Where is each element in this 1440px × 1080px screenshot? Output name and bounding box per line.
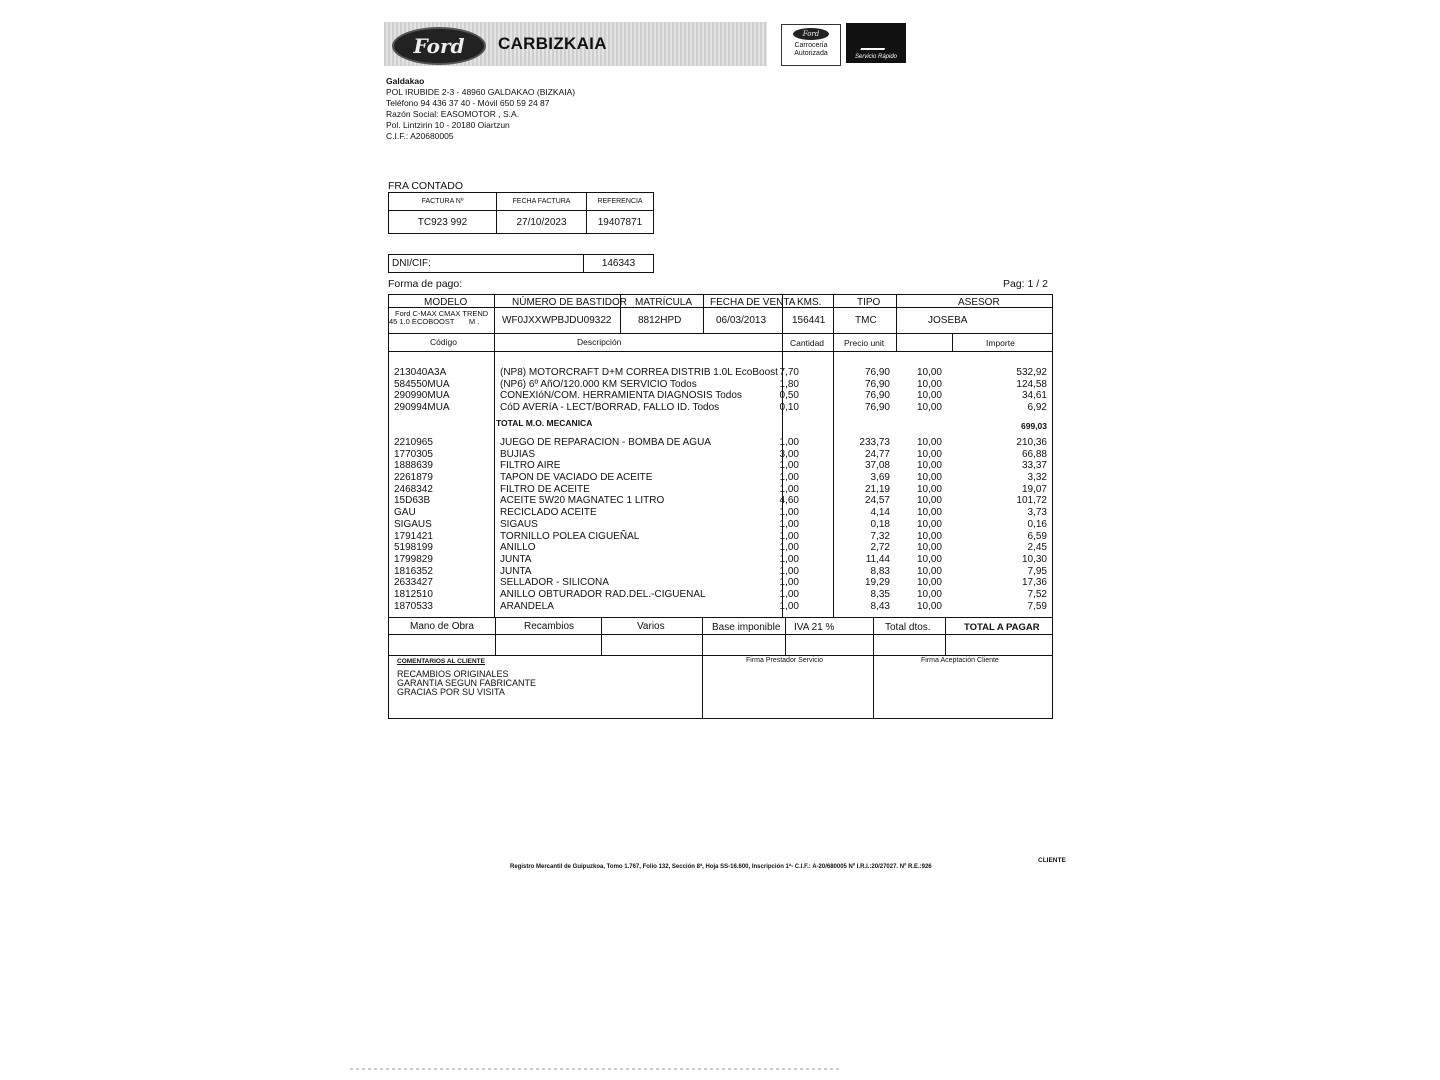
cell-amount: 0,16: [1027, 518, 1047, 530]
cell-code: 1870533: [394, 600, 433, 612]
invoice-box: FACTURA Nº FECHA FACTURA REFERENCIA TC923 992 27/10/2023 19407871: [388, 192, 654, 234]
table-row: [394, 554, 1048, 566]
table-row: [394, 402, 1048, 414]
scan-artifact: [350, 1068, 840, 1070]
dni-box: DNI/CIF: 146343: [388, 254, 654, 273]
cell-amount: 7,52: [1027, 588, 1047, 600]
cell-desc: JUNTA: [500, 553, 532, 565]
invoice-date: 27/10/2023: [497, 211, 587, 234]
table-row: [394, 542, 1048, 554]
cell-pct: 10,00: [916, 483, 942, 495]
table-row: [394, 589, 1048, 601]
cell-desc: BUJIAS: [500, 448, 536, 460]
ford-logo: Ford: [392, 27, 486, 65]
registry-text: Registro Mercantil de Guipuzkoa, Tomo 1.767, Folio 132, Sección 8ª, Hoja SS-16.600, Inscripción 1ª- C.I.F.: A-20/680005 Nº I.R.I.:20/27027. Nº R.E.:926: [510, 864, 932, 870]
cell-desc: (NP8) MOTORCRAFT D+M CORREA DISTRIB 1.0L EcoBoost: [500, 367, 778, 378]
labor-total-amount: 699,03: [1021, 421, 1047, 431]
table-row: [394, 531, 1048, 543]
cell-desc: (NP6) 6º AñO/120.000 KM SERVICIO Todos: [500, 378, 697, 390]
cell-amount: 33,37: [1021, 460, 1047, 472]
cell-pct: 10,00: [916, 588, 942, 600]
firma-prestador: Firma Prestador Servicio: [746, 657, 824, 664]
cell-pct: 10,00: [916, 495, 942, 507]
cell-pct: 10,00: [916, 472, 942, 484]
cell-amount: 3,32: [1027, 472, 1047, 484]
cell-price: 76,90: [864, 390, 890, 402]
cell-code: 1888639: [394, 460, 433, 472]
cell-amount: 124,58: [1016, 378, 1047, 390]
cell-pct: 10,00: [916, 542, 942, 554]
cell-qty: 1,00: [779, 460, 799, 472]
cell-price: 21,19: [864, 483, 890, 495]
labor-total-label: TOTAL M.O. MECANICA: [496, 418, 593, 428]
forma-pago-label: Forma de pago:: [388, 278, 463, 290]
cell-pct: 10,00: [916, 448, 942, 460]
cell-price: 233,73: [859, 437, 890, 448]
cell-price: 24,77: [864, 448, 890, 460]
cell-pct: 10,00: [916, 460, 942, 472]
cell-code: 2468342: [394, 483, 433, 495]
cell-price: 0,18: [870, 518, 890, 530]
cell-amount: 210,36: [1016, 437, 1047, 448]
table-row: [394, 379, 1048, 391]
table-row: [394, 460, 1048, 472]
labor-items: [394, 367, 1048, 414]
cell-code: SIGAUS: [394, 518, 432, 530]
cell-amount: 532,92: [1016, 367, 1047, 378]
cell-amount: 7,95: [1027, 565, 1047, 577]
cell-desc: JUNTA: [500, 565, 532, 577]
cell-qty: 1,00: [779, 600, 799, 612]
cell-code: 15D63B: [394, 495, 431, 507]
cell-price: 19,29: [864, 577, 890, 589]
cell-qty: 1,00: [779, 588, 799, 600]
brand-name: CARBIZKAIA: [498, 34, 607, 53]
table-row: [394, 449, 1048, 461]
cell-desc: ARANDELA: [500, 600, 554, 612]
cell-desc: ANILLO: [500, 542, 536, 554]
table-row: [394, 577, 1048, 589]
asesor: JOSEBA: [928, 315, 968, 326]
cell-code: GAU: [394, 507, 416, 519]
cell-amount: 7,59: [1027, 600, 1047, 612]
cell-desc: CONEXIóN/COM. HERRAMIENTA DIAGNOSIS Todos: [500, 390, 742, 402]
cell-pct: 10,00: [916, 600, 942, 612]
cell-code: 2210965: [394, 437, 433, 448]
cell-code: 290990MUA: [394, 390, 450, 402]
cell-desc: FILTRO DE ACEITE: [500, 483, 590, 495]
cell-code: 1770305: [394, 448, 433, 460]
cell-pct: 10,00: [916, 378, 942, 390]
cell-pct: 10,00: [916, 565, 942, 577]
cell-desc: ANILLO OBTURADOR RAD.DEL.-CIGUENAL: [500, 588, 706, 600]
cell-price: 8,35: [870, 588, 890, 600]
cell-amount: 10,30: [1021, 553, 1047, 565]
cell-qty: 1,00: [779, 553, 799, 565]
table-row: [394, 367, 1048, 379]
kms: 156441: [792, 315, 826, 326]
cell-price: 2,72: [870, 542, 890, 554]
cell-price: 7,32: [870, 530, 890, 542]
cell-amount: 2,45: [1027, 542, 1047, 554]
cell-price: 8,83: [870, 565, 890, 577]
cell-qty: 0,10: [779, 402, 799, 414]
cell-amount: 34,61: [1021, 390, 1047, 402]
cell-desc: FILTRO AIRE: [500, 460, 561, 472]
cell-amount: 17,36: [1021, 577, 1047, 589]
cell-code: 1816352: [394, 565, 433, 577]
cell-pct: 10,00: [916, 437, 942, 448]
invoice-number: TC923 992: [389, 211, 497, 234]
cell-qty: 1,00: [779, 530, 799, 542]
cell-price: 37,08: [864, 460, 890, 472]
cell-amount: 6,59: [1027, 530, 1047, 542]
cell-desc: JUEGO DE REPARACION - BOMBA DE AGUA: [500, 437, 711, 448]
cell-code: 290994MUA: [394, 402, 450, 414]
cell-pct: 10,00: [916, 402, 942, 414]
plate: 8812HPD: [638, 315, 682, 326]
table-row: [394, 472, 1048, 484]
cell-price: 8,43: [870, 600, 890, 612]
table-row: [394, 507, 1048, 519]
cell-qty: 4,60: [779, 495, 799, 507]
cell-pct: 10,00: [916, 553, 942, 565]
cell-price: 4,14: [870, 507, 890, 519]
table-row: [394, 566, 1048, 578]
cell-desc: CóD AVERíA - LECT/BORRAD, FALLO ID. Todos: [500, 402, 720, 414]
part-items: [394, 437, 1048, 612]
cell-pct: 10,00: [916, 367, 942, 378]
table-row: [394, 519, 1048, 531]
cell-pct: 10,00: [916, 530, 942, 542]
cell-qty: 1,00: [779, 565, 799, 577]
cell-desc: TAPON DE VACIADO DE ACEITE: [500, 472, 653, 484]
cell-code: 213040A3A: [394, 367, 447, 378]
cell-amount: 101,72: [1016, 495, 1047, 507]
cell-qty: 1,00: [779, 437, 799, 448]
cell-amount: 3,73: [1027, 507, 1047, 519]
cell-pct: 10,00: [916, 518, 942, 530]
cell-pct: 10,00: [916, 390, 942, 402]
cell-code: 1799829: [394, 553, 433, 565]
cell-qty: 1,00: [779, 577, 799, 589]
cell-price: 11,44: [865, 553, 890, 565]
cell-desc: ACEITE 5W20 MAGNATEC 1 LITRO: [500, 495, 665, 507]
cell-amount: 19,07: [1021, 483, 1047, 495]
table-row: [394, 484, 1048, 496]
cell-amount: 66,88: [1021, 448, 1047, 460]
dni-value: 146343: [584, 255, 654, 273]
cell-qty: 1,80: [779, 378, 799, 390]
invoice-reference: 19407871: [587, 211, 654, 234]
cell-qty: 1,00: [779, 483, 799, 495]
cell-desc: SIGAUS: [500, 518, 538, 530]
firma-cliente: Firma Aceptación Cliente: [921, 657, 999, 664]
table-row: [394, 390, 1048, 402]
table-row: [394, 495, 1048, 507]
sale-date: 06/03/2013: [716, 315, 767, 326]
cell-desc: TORNILLO POLEA CIGUEÑAL: [500, 530, 640, 542]
cell-desc: SELLADOR - SILICONA: [500, 577, 609, 589]
cell-pct: 10,00: [916, 577, 942, 589]
invoice-type: FRA CONTADO: [388, 180, 464, 192]
cell-price: 76,90: [864, 378, 890, 390]
table-row: [394, 437, 1048, 449]
cell-qty: 7,70: [779, 367, 799, 378]
comments-text: RECAMBIOS ORIGINALES GARANTIA SEGUN FABRICANTE GRACIAS POR SU VISITA: [397, 669, 537, 697]
vin: WF0JXXWPBJDU09322: [502, 315, 612, 326]
ford-mini-logo: Ford: [793, 28, 829, 40]
cell-code: 1791421: [394, 530, 433, 542]
cell-price: 3,69: [870, 472, 890, 484]
cell-qty: 0,50: [779, 390, 799, 402]
table-row: [394, 601, 1048, 613]
cell-code: 584550MUA: [394, 378, 450, 390]
cell-pct: 10,00: [916, 507, 942, 519]
cell-qty: 3,00: [779, 448, 799, 460]
tipo: TMC: [855, 315, 877, 326]
carroceria-badge: Ford Carrocería Autorizada: [781, 24, 841, 66]
cell-code: 2633427: [394, 577, 433, 589]
cell-price: 24,57: [864, 495, 890, 507]
servicio-rapido-badge: Servicio Rápido: [846, 23, 906, 63]
runner-icon: [860, 30, 891, 50]
page-number: Pag: 1 / 2: [1003, 278, 1048, 290]
vehicle-model: Ford C-MAX CMAX TREND 45 1.0 ECOBOOST M .: [389, 309, 489, 326]
cell-qty: 1,00: [779, 542, 799, 554]
cell-qty: 1,00: [779, 518, 799, 530]
cell-amount: 6,92: [1027, 402, 1047, 414]
cell-qty: 1,00: [779, 472, 799, 484]
cell-price: 76,90: [864, 367, 890, 378]
cell-code: 2261879: [394, 472, 433, 484]
cell-code: 5198199: [394, 542, 433, 554]
cell-qty: 1,00: [779, 507, 799, 519]
cell-code: 1812510: [394, 588, 433, 600]
copy-label: CLIENTE: [1038, 857, 1066, 864]
cell-price: 76,90: [864, 402, 890, 414]
cell-desc: RECICLADO ACEITE: [500, 507, 597, 519]
company-address: Galdakao POL IRUBIDE 2-3 - 48960 GALDAKAO (BIZKAIA) Teléfono 94 436 37 40 - Móvil 650 59 24 87 Razón Social: EASOMOTOR , S.A. Pol. Lintzirin 10 - 20180 Oiartzun C.I.F.: A20680005: [386, 76, 576, 141]
